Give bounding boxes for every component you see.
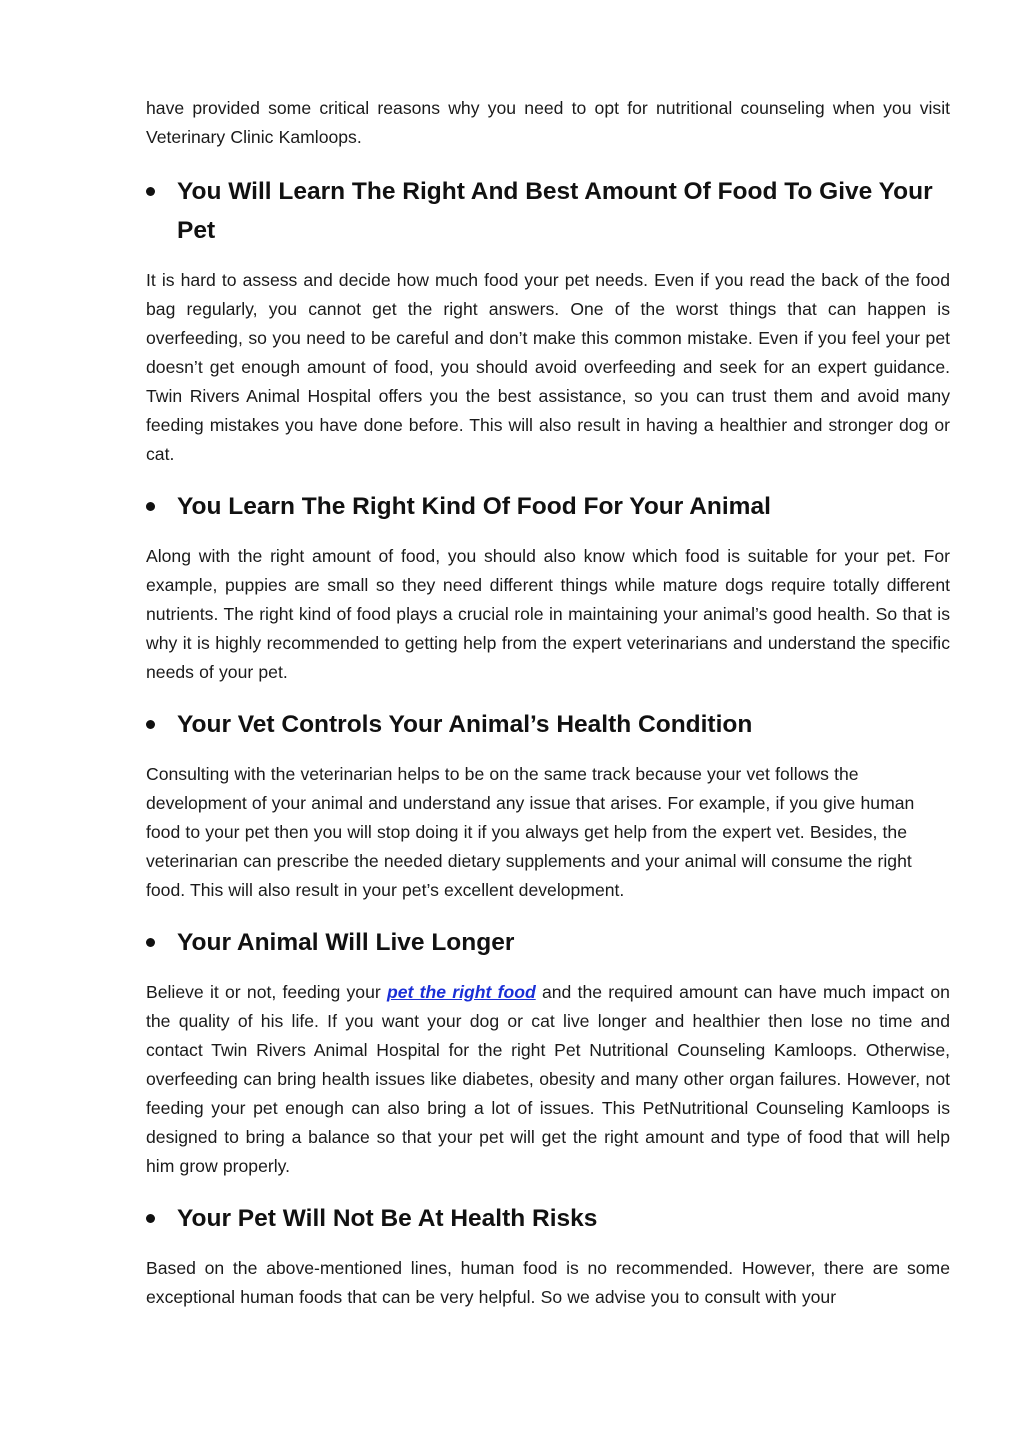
bullet-icon (146, 938, 155, 947)
section-heading-text: Your Pet Will Not Be At Health Risks (177, 1205, 598, 1232)
intro-paragraph: have provided some critical reasons why you need to opt for nutritional counseling when you visit Veterinary Clinic Kamloops. (146, 98, 950, 147)
section-heading-vet (146, 705, 950, 744)
body-text-after-link: and the required amount can have much impact on the quality of his life. If you want your dog or cat live longer and healthier then lose no time and contact Twin Rivers Animal Hospital for the right Pet Nutritional Counseling Kamloops. Otherwise, overfeeding can bring health issues like diabetes, obesity and many other organ failures. However, not feeding your pet enough can also bring a lot of issues. This PetNutritional Counseling Kamloops is designed to bring a balance so that your pet will get the right amount and type of food that will help him grow properly. (146, 982, 950, 1176)
section-heading-text: You Learn The Right Kind Of Food For Your Animal (177, 493, 771, 520)
section-body-amount: It is hard to assess and decide how much food your pet needs. Even if you read the back of the food bag regularly, you cannot get the right answers. One of the worst things that can happen is overfeeding, so you need to be careful and don’t make this common mistake. Even if you feel your pet doesn’t get enough amount of food, you should avoid overfeeding and seek for an expert guidance. Twin Rivers Animal Hospital offers you the best assistance, so you can trust them and avoid many feeding mistakes you have done before. This will also result in having a healthier and stronger dog or cat. (146, 270, 950, 464)
section-heading-risks (146, 1199, 950, 1238)
bullet-icon (146, 187, 155, 196)
body-text-before-link: Believe it or not, feeding your (146, 982, 387, 1002)
section-heading-amount (146, 172, 950, 250)
section-body-risks: Based on the above-mentioned lines, human food is no recommended. However, there are some exceptional human foods that can be very helpful. So we advise you to consult with your (146, 1258, 950, 1307)
section-heading-text: You Will Learn The Right And Best Amount Of Food To Give Your Pet (177, 178, 933, 244)
section-heading-kind (146, 487, 950, 526)
document-page (146, 94, 950, 1312)
pet-the-right-food-link[interactable]: pet the right food (386, 982, 536, 1002)
section-body-vet: Consulting with the veterinarian helps to be on the same track because your vet follows the development of your animal and understand any issue that arises. For example, if you give human food to your pet then you will stop doing it if you always get help from the expert vet. Besides, the veterinarian can prescribe the needed dietary supplements and your animal will consume the right food. This will also result in your pet’s excellent development. (146, 764, 915, 900)
section-heading-text: Your Vet Controls Your Animal’s Health Condition (177, 711, 753, 738)
bullet-icon (146, 502, 155, 511)
section-body-kind: Along with the right amount of food, you should also know which food is suitable for your pet. For example, puppies are small so they need different things while mature dogs require totally different nutrients. The right kind of food plays a crucial role in maintaining your animal’s good health. So that is why it is highly recommended to getting help from the expert veterinarians and understand the specific needs of your pet. (146, 546, 950, 682)
section-heading-longer (146, 923, 950, 962)
bullet-icon (146, 1214, 155, 1223)
section-heading-text: Your Animal Will Live Longer (177, 929, 515, 956)
bullet-icon (146, 720, 155, 729)
section-body-longer (146, 978, 950, 1181)
